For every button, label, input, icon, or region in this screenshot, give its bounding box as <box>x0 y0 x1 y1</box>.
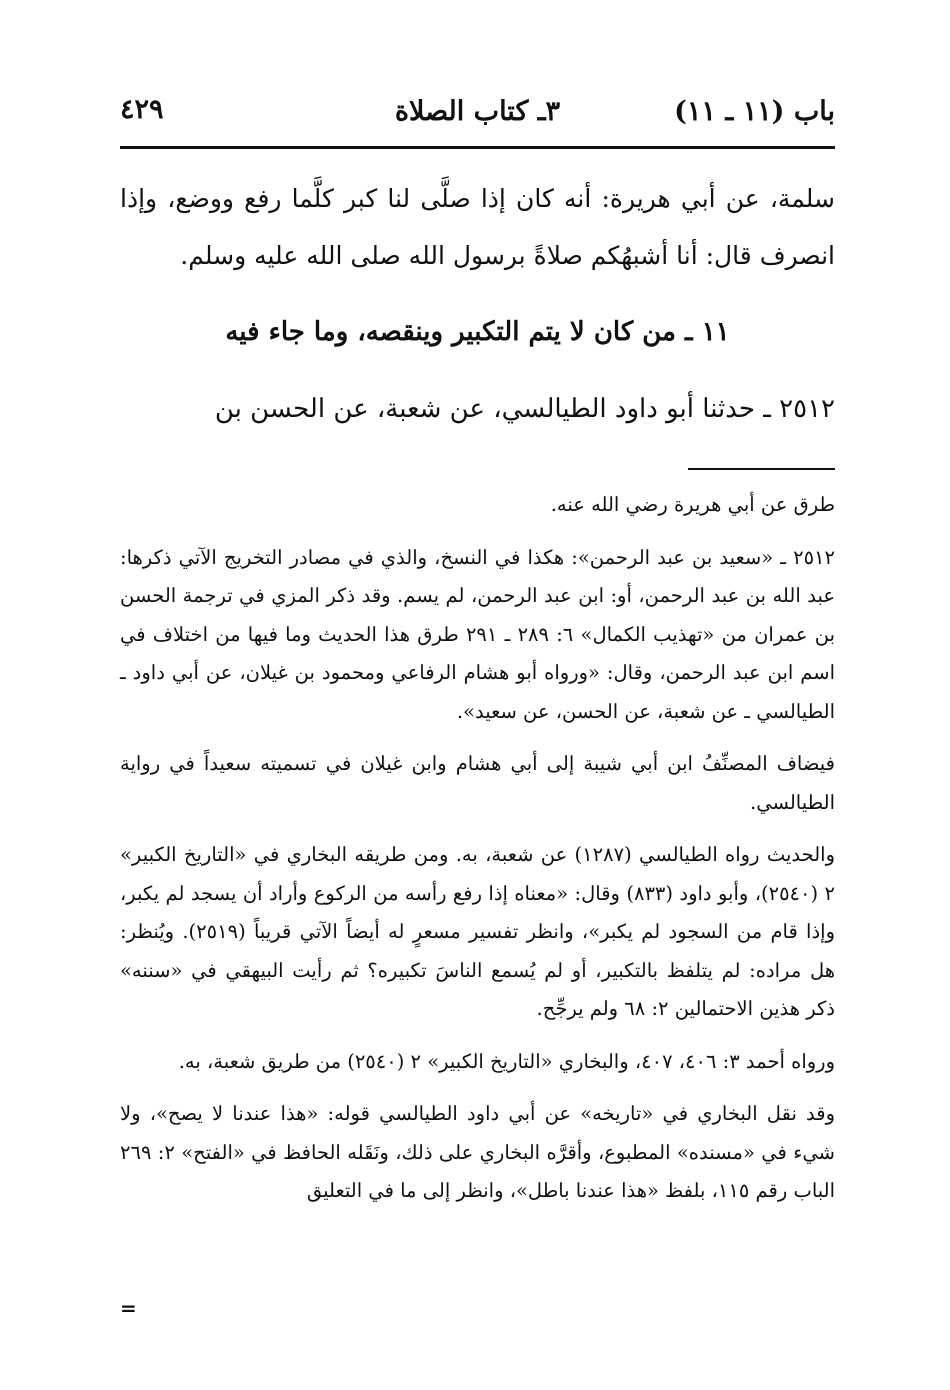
page-number: ٤٢٩ <box>120 94 164 125</box>
continuation-mark: = <box>120 1296 137 1320</box>
header-rule <box>120 146 835 149</box>
footnote-paragraph: ورواه أحمد ٣: ٤٠٦، ٤٠٧، والبخاري «التاريخ الكبير» ٢ (٢٥٤٠) من طريق شعبة، به. <box>178 1049 835 1073</box>
footnote-paragraph: طرق عن أبي هريرة رضي الله عنه. <box>550 493 835 516</box>
chapter-title: باب (١١ ـ ١١) <box>674 96 835 127</box>
main-text <box>120 170 835 438</box>
hadith-text: ٢٥١٢ ـ حدثنا أبو داود الطيالسي، عن شعبة، عن الحسن بن <box>214 394 835 424</box>
footnote-paragraph: فيضاف المصنِّفُ ابن أبي شيبة إلى أبي هشام وابن غيلان في تسميته سعيداً في رواية الطيالسي. <box>120 752 835 814</box>
main-paragraph: سلمة، عن أبي هريرة: أنه كان إذا صلَّى لنا كبر كلَّما رفع ووضع، وإذا انصرف قال: أنا أشبهُكم صلاةً برسول الله صلى الله عليه وسلم. <box>120 184 835 270</box>
footnote-paragraph: وقد نقل البخاري في «تاريخه» عن أبي داود الطيالسي قوله: «هذا عندنا لا يصح»، ولا شيء في «مسنده» المطبوع، وأقرَّه البخاري على ذلك، ونَقَله الحافظ في «الفتح» ٢: ٢٦٩ الباب رقم ١١٥، بلفظ «هذا عندنا باطل»، وانظر إلى ما في التعليق <box>120 1102 835 1202</box>
page-header <box>120 86 835 140</box>
footnote-paragraph: ٢٥١٢ ـ «سعيد بن عبد الرحمن»: هكذا في النسخ، والذي في مصادر التخريج الآتي ذكرها: عبد الله بن عبد الرحمن، أو: ابن عبد الرحمن، لم يسم. وقد ذكر المزي في ترجمة الحسن بن عمران من «تهذيب الكمال» ٦: ٢٨٩ ـ ٢٩١ طرق هذا الحديث وما فيها من اختلاف في اسم ابن عبد الرحمن، وقال: «ورواه أبو هشام الرفاعي ومحمود بن غيلان، عن أبي داود ـ الطيالسي ـ عن شعبة، عن الحسن، عن سعيد». <box>120 545 835 723</box>
book-title: ٣ـ كتاب الصلاة <box>394 96 561 127</box>
footnotes <box>120 486 835 1225</box>
section-heading: ١١ ـ من كان لا يتم التكبير وينقصه، وما جاء فيه <box>225 317 730 347</box>
footnote-separator <box>688 468 835 470</box>
footnote-paragraph: والحديث رواه الطيالسي (١٢٨٧) عن شعبة، به. ومن طريقه البخاري في «التاريخ الكبير» ٢ (٢٥٤٠)، وأبو داود (٨٣٣) وقال: «معناه إذا رفع رأسه من الركوع وأراد أن يسجد لم يكبر، وإذا قام من السجود لم يكبر»، وانظر تفسير مسعرٍ له أيضاً الآتي قريباً (٢٥١٩). ويُنظر: هل مراده: لم يتلفظ بالتكبير، أو لم يُسمع الناسَ تكبيره؟ ثم رأيت البيهقي في «سننه» ذكر هذين الاحتمالين ٢: ٦٨ ولم يرجِّح. <box>120 843 835 1020</box>
